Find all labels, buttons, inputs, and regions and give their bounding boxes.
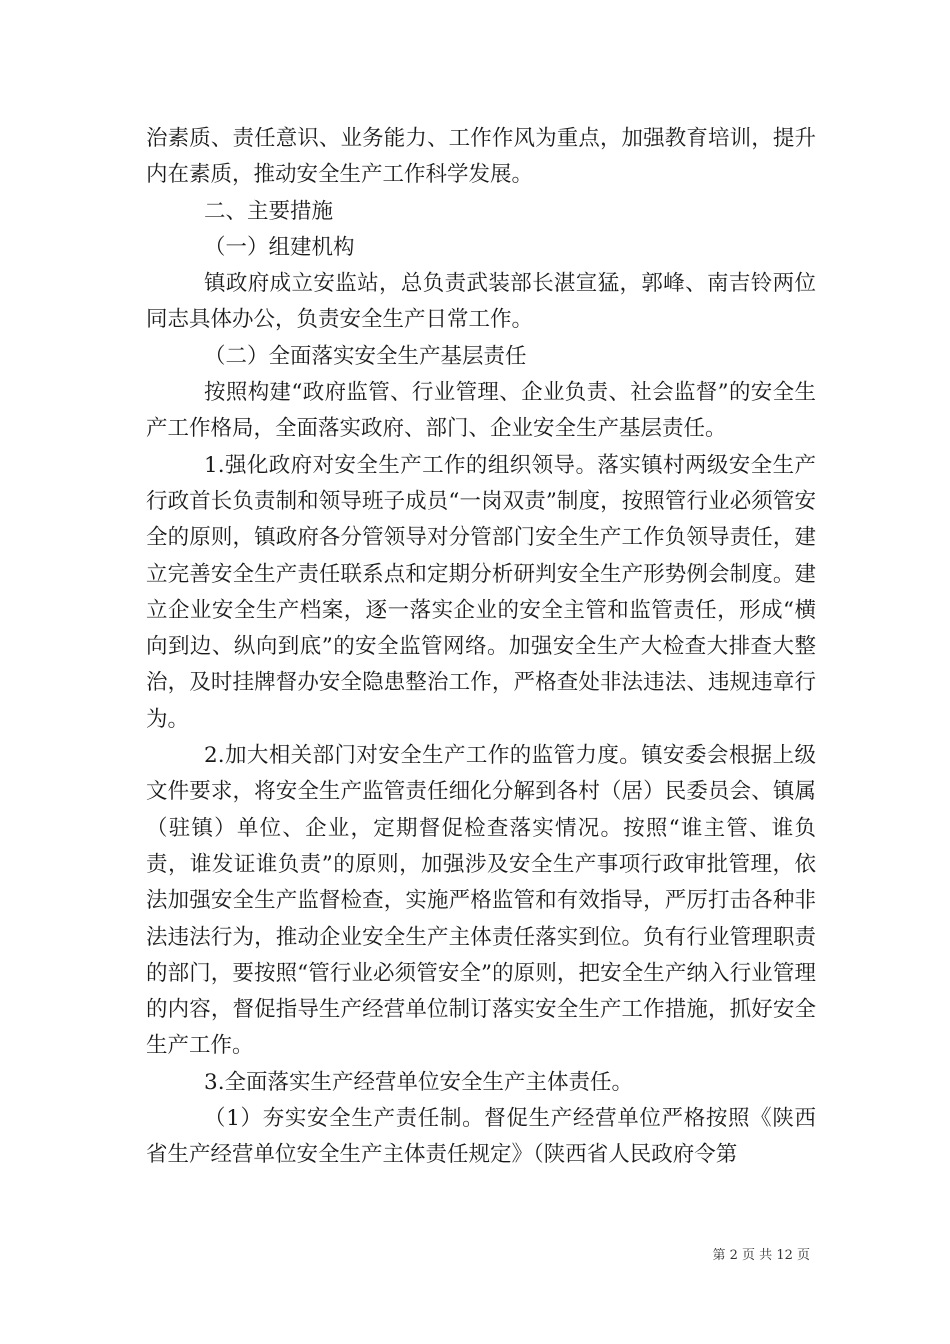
paragraph-responsibility: 按照构建“政府监管、行业管理、企业负责、社会监督”的安全生产工作格局，全面落实政府、部门、企业安全生产基层责任。	[146, 380, 816, 442]
page-number: 第 2 页 共 12 页	[712, 1248, 810, 1263]
paragraph-item-3-1: （1）夯实安全生产责任制。督促生产经营单位严格按照《陕西省生产经营单位安全生产主体责任规定》（陕西省人民政府令第	[146, 1106, 816, 1168]
paragraph-item-3: 3.全面落实生产经营单位安全生产主体责任。	[204, 1069, 634, 1095]
subheading-2: （二）全面落实安全生产基层责任	[204, 343, 527, 369]
subheading-1: （一）组建机构	[204, 234, 355, 260]
paragraph-item-1: 1.强化政府对安全生产工作的组织领导。落实镇村两级安全生产行政首长负责制和领导班子成员“一岗双责”制度，按照管行业必须管安全的原则，镇政府各分管领导对分管部门安全生产工作负领导责任，建立完善安全生产责任联系点和定期分析研判安全生产形势例会制度。建立企业安全生产档案，逐一落实企业的安全主管和监管责任，形成“横向到边、纵向到底”的安全监管网络。加强安全生产大检查大排查大整治，及时挂牌督办安全隐患整治工作，严格查处非法违法、违规违章行为。	[146, 452, 816, 732]
paragraph-organization: 镇政府成立安监站，总负责武装部长湛宣猛，郭峰、南吉铃两位同志具体办公，负责安全生产日常工作。	[146, 271, 816, 333]
document-body	[146, 121, 816, 1174]
paragraph-1: 治素质、责任意识、业务能力、工作作风为重点，加强教育培训，提升内在素质，推动安全生产工作科学发展。	[146, 126, 816, 188]
heading-main-measures: 二、主要措施	[204, 198, 334, 224]
paragraph-item-2: 2.加大相关部门对安全生产工作的监管力度。镇安委会根据上级文件要求，将安全生产监管责任细化分解到各村（居）民委员会、镇属（驻镇）单位、企业，定期督促检查落实情况。按照“谁主管、谁负责，谁发证谁负责”的原则，加强涉及安全生产事项行政审批管理，依法加强安全生产监督检查，实施严格监管和有效指导，严厉打击各种非法违法行为，推动企业安全生产主体责任落实到位。负有行业管理职责的部门，要按照“管行业必须管安全”的原则，把安全生产纳入行业管理的内容，督促指导生产经营单位制订落实安全生产工作措施，抓好安全生产工作。	[146, 743, 816, 1059]
